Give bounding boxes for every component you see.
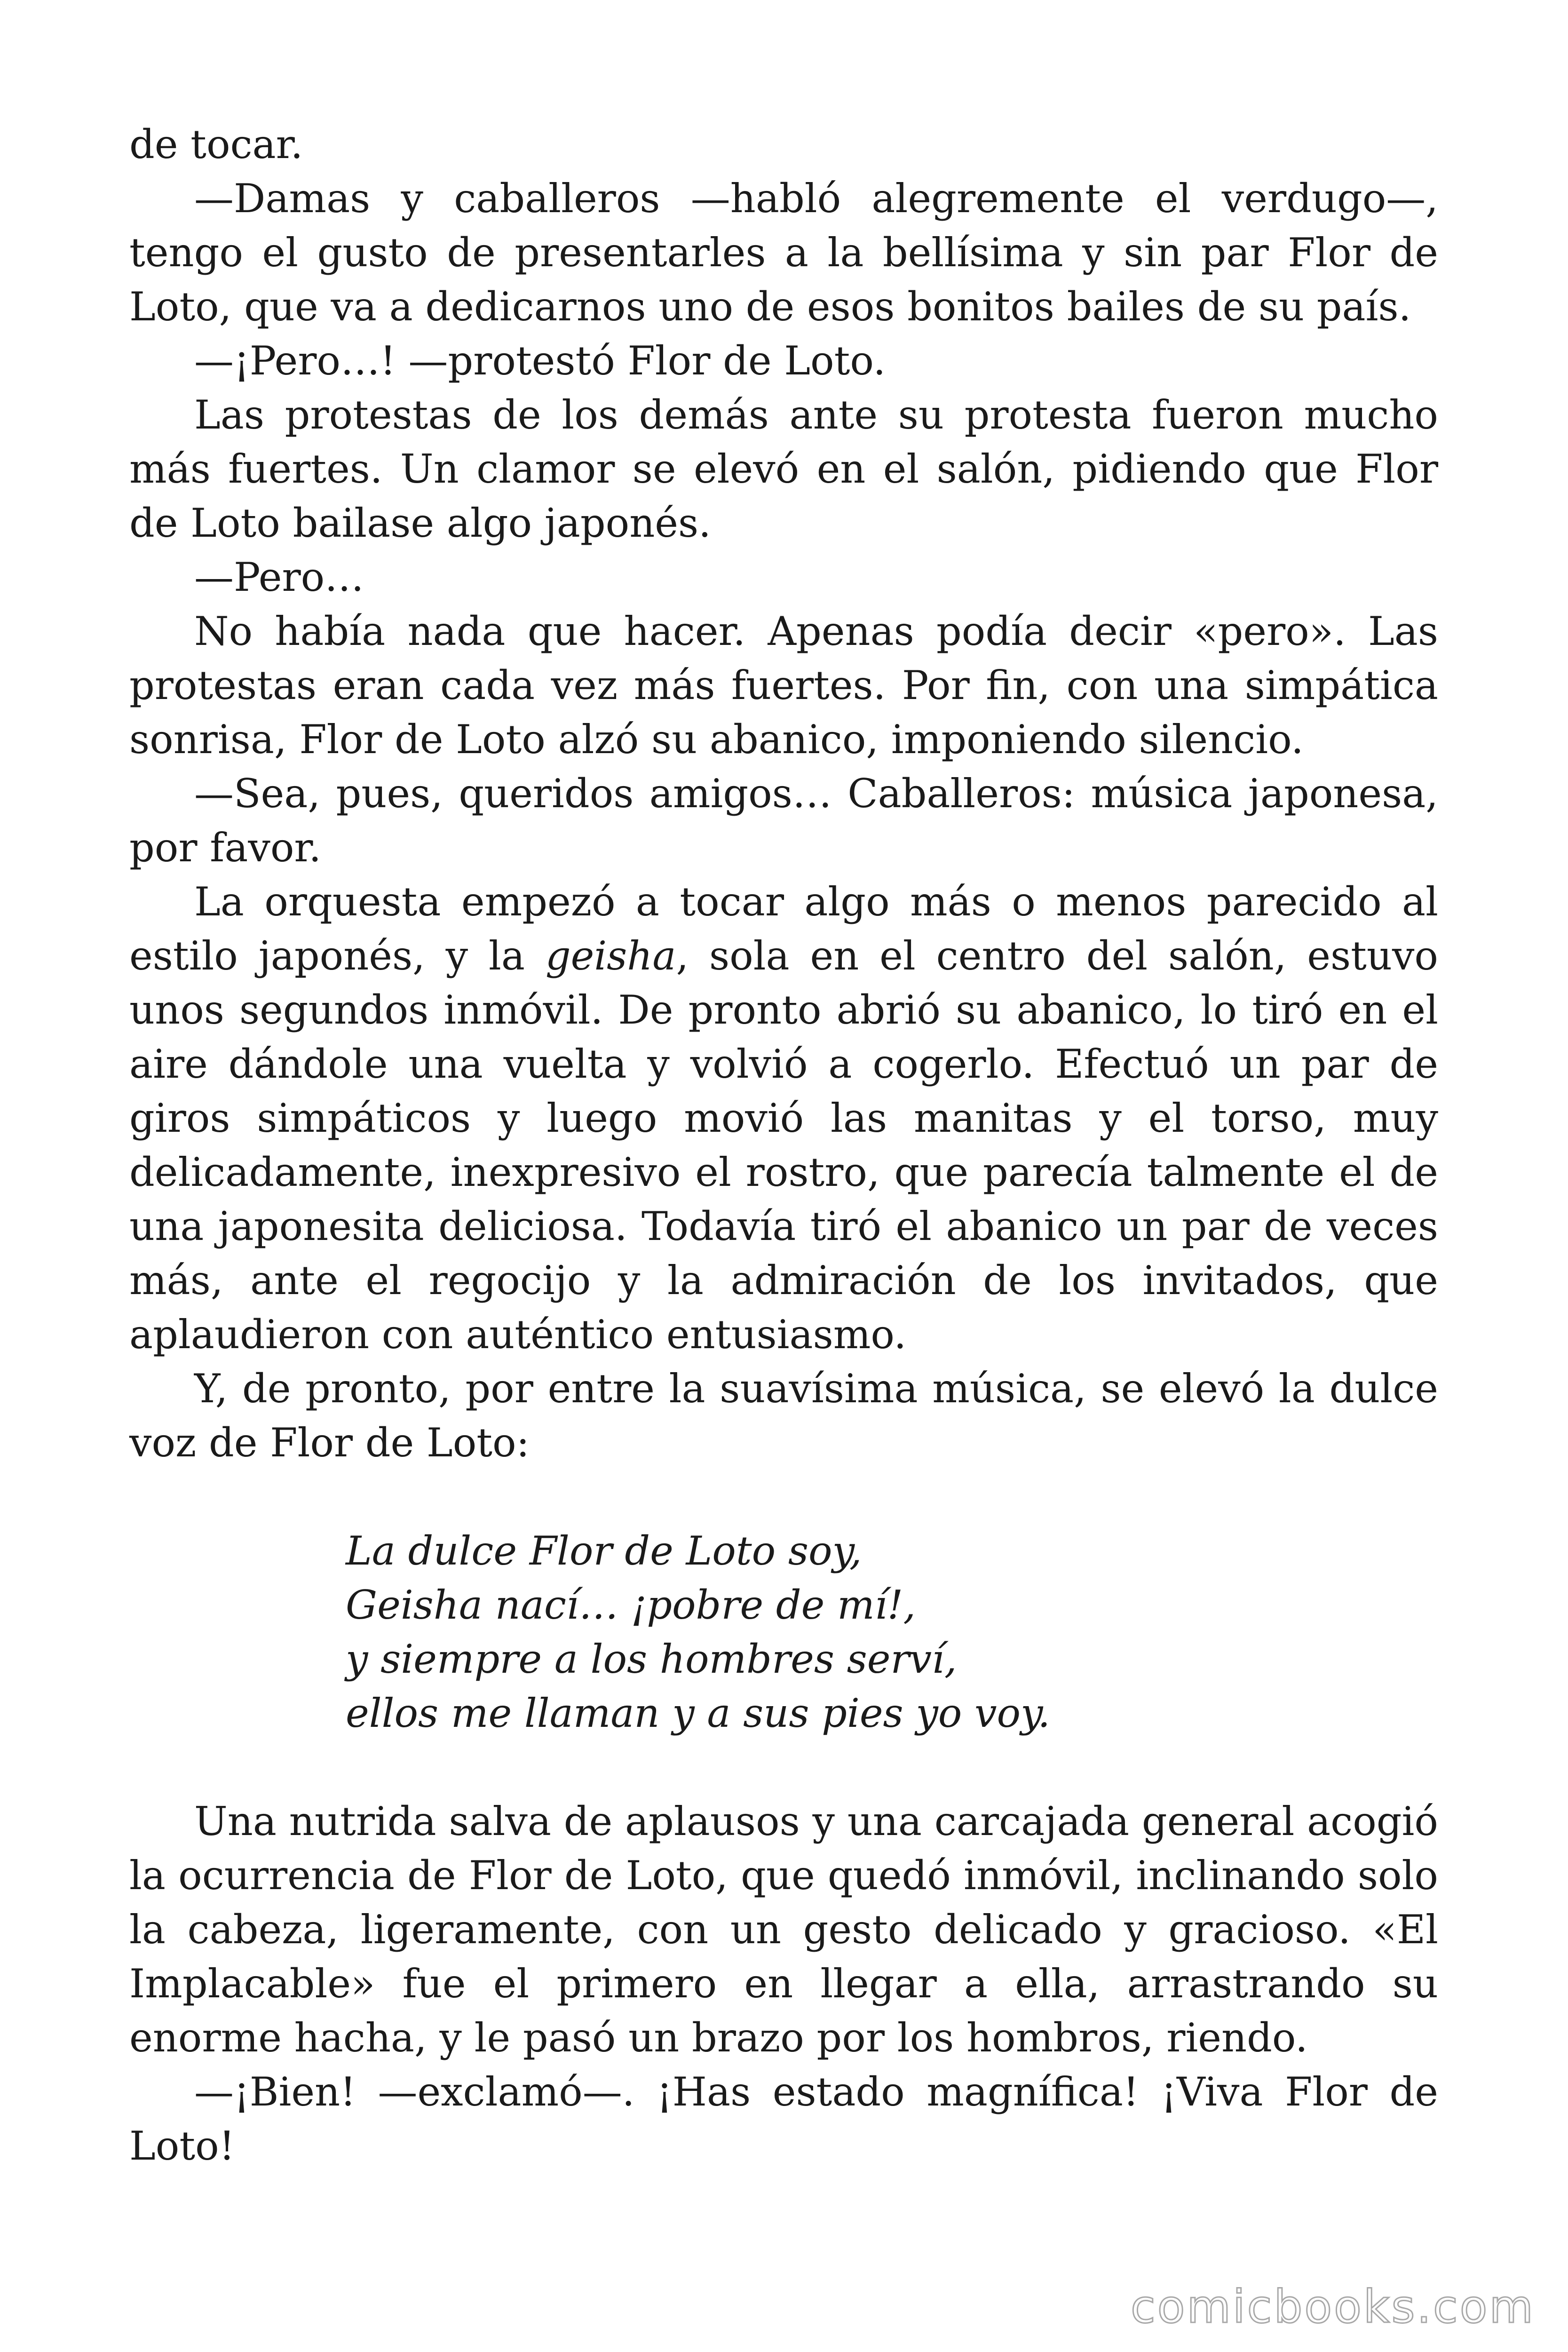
watermark-logo: comicbooks.com (1130, 2280, 1535, 2333)
paragraph-clamor: Las protestas de los demás ante su protesta fueron mucho más fuertes. Un clamor se elevó en el salón, pidiendo que Flor de Loto bailase algo japonés. (129, 392, 1438, 546)
italic-geisha: geisha (545, 933, 676, 979)
body-text (129, 118, 1438, 2173)
paragraph-no-habia: No había nada que hacer. Apenas podía decir «pero». Las protestas eran cada vez más fuertes. Por fin, con una simpática sonrisa, Flor de Loto alzó su abanico, imponiendo silencio. (129, 608, 1438, 763)
paragraph-sea-pues: —Sea, pues, queridos amigos… Caballeros: música japonesa, por favor. (129, 771, 1438, 871)
paragraph-pero: —Pero… (194, 554, 364, 600)
paragraph-voz: Y, de pronto, por entre la suavísima música, se elevó la dulce voz de Flor de Loto: (129, 1366, 1438, 1466)
paragraph-orquesta-start: La orquesta empezó a tocar algo más o menos parecido al estilo japonés, y la (129, 879, 1438, 979)
paragraph-orquesta-rest: , sola en el centro del salón, estuvo unos segundos inmóvil. De pronto abrió su abanico, lo tiró en el aire dándole una vuelta y volvió a cogerlo. Efectuó un par de giros simpáticos y luego movió las manitas y el torso, muy delicadamente, inexpresivo el rostro, que parecía talmente el de una japonesita deliciosa. Todavía tiró el abanico un par de veces más, ante el regocijo y la admiración de los invitados, que aplaudieron con auténtico entusiasmo. (129, 933, 1439, 1358)
paragraph-bien: —¡Bien! —exclamó—. ¡Has estado magnífica! ¡Viva Flor de Loto! (129, 2069, 1438, 2169)
poem-line: ellos me llaman y a sus pies yo voy. (346, 1690, 1051, 1736)
paragraph-verdugo-speech: —Damas y caballeros —habló alegremente el verdugo—, tengo el gusto de presentarles a la bellísima y sin par Flor de Loto, que va a dedicarnos uno de esos bonitos bailes de su país. (129, 175, 1438, 330)
poem-line: y siempre a los hombres serví, (346, 1636, 957, 1682)
poem-verse (346, 1524, 1438, 1740)
poem-line: La dulce Flor de Loto soy, (346, 1528, 862, 1574)
poem-line: Geisha nací… ¡pobre de mí!, (346, 1582, 916, 1628)
paragraph-aplausos: Una nutrida salva de aplausos y una carcajada general acogió la ocurrencia de Flor de Loto, que quedó inmóvil, inclinando solo la cabeza, ligeramente, con un gesto delicado y gracioso. «El Implacable» fue el primero en llegar a ella, arrastrando su enorme hacha, y le pasó un brazo por los hombros, riendo. (129, 1798, 1438, 2061)
paragraph-orquesta (129, 875, 1438, 1362)
paragraph-protest: —¡Pero…! —protestó Flor de Loto. (194, 338, 886, 384)
paragraph-continuation: de tocar. (129, 121, 303, 167)
